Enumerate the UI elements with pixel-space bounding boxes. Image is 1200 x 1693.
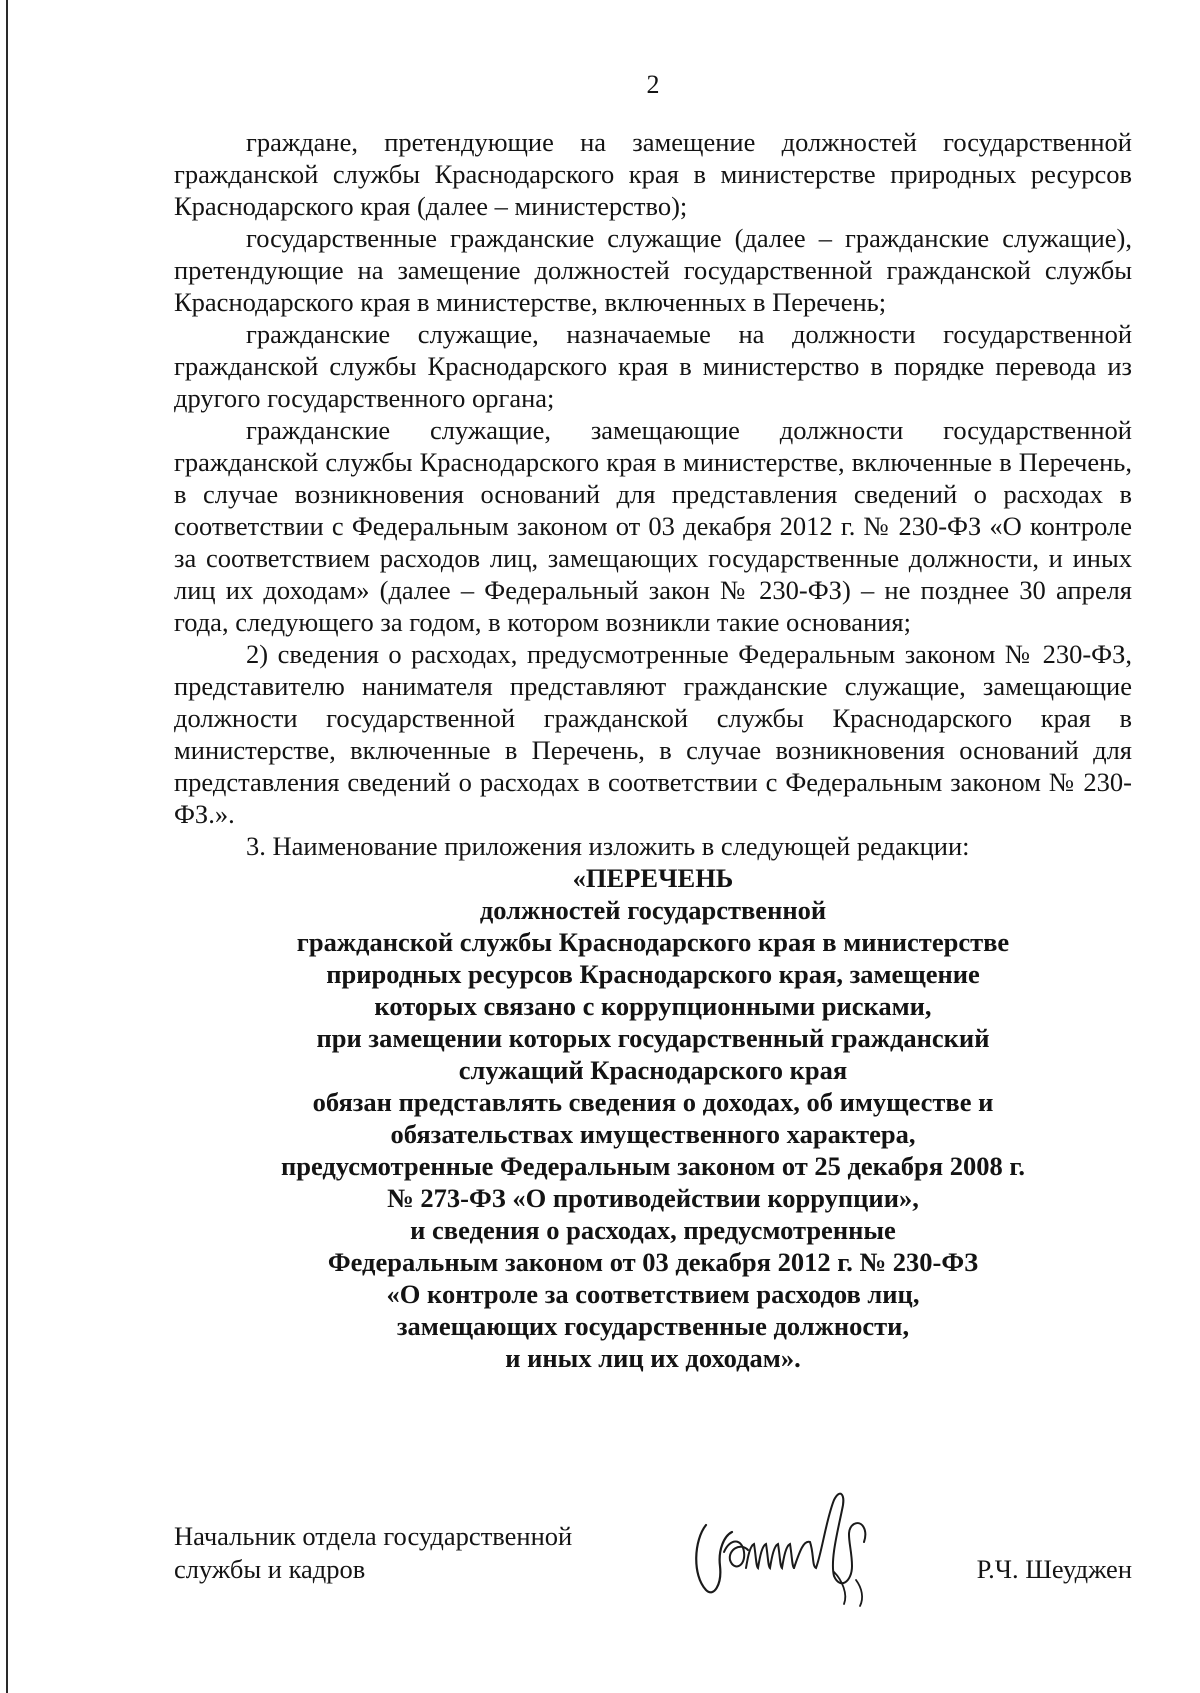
- title-line: «ПЕРЕЧЕНЬ: [572, 863, 734, 893]
- title-line: обязательствах имущественного характера,: [390, 1119, 916, 1149]
- title-line: Федеральным законом от 03 декабря 2012 г. № 230-ФЗ: [327, 1247, 979, 1277]
- title-line: «О контроле за соответствием расходов лиц,: [386, 1279, 920, 1309]
- handwritten-signature: [684, 1480, 884, 1610]
- signatory-position: [174, 1520, 572, 1586]
- page-number: 2: [646, 70, 660, 99]
- title-line: природных ресурсов Краснодарского края, замещение: [326, 959, 980, 989]
- paragraph: гражданские служащие, назначаемые на должности государственной гражданской службы Краснодарского края в министерство в порядке перевода из другого государственного органа;: [174, 319, 1132, 413]
- title-line: и сведения о расходах, предусмотренные: [410, 1215, 896, 1245]
- signatory-position-line: Начальник отдела государственной: [174, 1521, 573, 1551]
- title-line: предусмотренные Федеральным законом от 25 декабря 2008 г.: [280, 1151, 1026, 1181]
- scan-edge-line: [6, 0, 8, 1693]
- signatory-name: Р.Ч. Шеуджен: [976, 1554, 1132, 1584]
- paragraph: 2) сведения о расходах, предусмотренные Федеральным законом № 230-ФЗ, представителю нанимателя представляют гражданские служащие, замещающие должности государственной гражданской службы Краснодарского края в министерстве, включенные в Перечень, в случае возникновения оснований для представления сведений о расходах в соответствии с Федеральным законом № 230-ФЗ.».: [174, 639, 1132, 829]
- signatory-position-line: службы и кадров: [174, 1554, 366, 1584]
- title-line: гражданской службы Краснодарского края в министерстве: [296, 927, 1010, 957]
- document-page: [174, 70, 1132, 1374]
- title-line: должностей государственной: [479, 895, 827, 925]
- title-line: которых связано с коррупционными рисками,: [374, 991, 932, 1021]
- paragraph: граждане, претендующие на замещение должностей государственной гражданской службы Краснодарского края в министерстве природных ресурсов Краснодарского края (далее – министерство);: [174, 127, 1132, 221]
- title-line: и иных лиц их доходам».: [505, 1343, 801, 1373]
- document-body: [174, 126, 1132, 862]
- title-line: замещающих государственные должности,: [396, 1311, 910, 1341]
- title-line: при замещении которых государственный гражданский: [316, 1023, 990, 1053]
- title-line: № 273-ФЗ «О противодействии коррупции»,: [387, 1183, 919, 1213]
- title-line: служащий Краснодарского края: [458, 1055, 848, 1085]
- paragraph: государственные гражданские служащие (далее – гражданские служащие), претендующие на замещение должностей государственной гражданской службы Краснодарского края в министерстве, включенных в Перечень;: [174, 223, 1132, 317]
- paragraph: гражданские служащие, замещающие должности государственной гражданской службы Краснодарского края в министерстве, включенные в Перечень, в случае возникновения оснований для представления сведений о расходах в соответствии с Федеральным законом от 03 декабря 2012 г. № 230-ФЗ «О контроле за соответствием расходов лиц, замещающих государственные должности, и иных лиц их доходам» (далее – Федеральный закон № 230-ФЗ) – не позднее 30 апреля года, следующего за годом, в котором возникли такие основания;: [174, 415, 1132, 637]
- signature-block: [174, 1510, 1132, 1630]
- title-line: обязан представлять сведения о доходах, об имуществе и: [312, 1087, 994, 1117]
- appendix-title: [174, 862, 1132, 1374]
- paragraph: 3. Наименование приложения изложить в следующей редакции:: [246, 831, 970, 861]
